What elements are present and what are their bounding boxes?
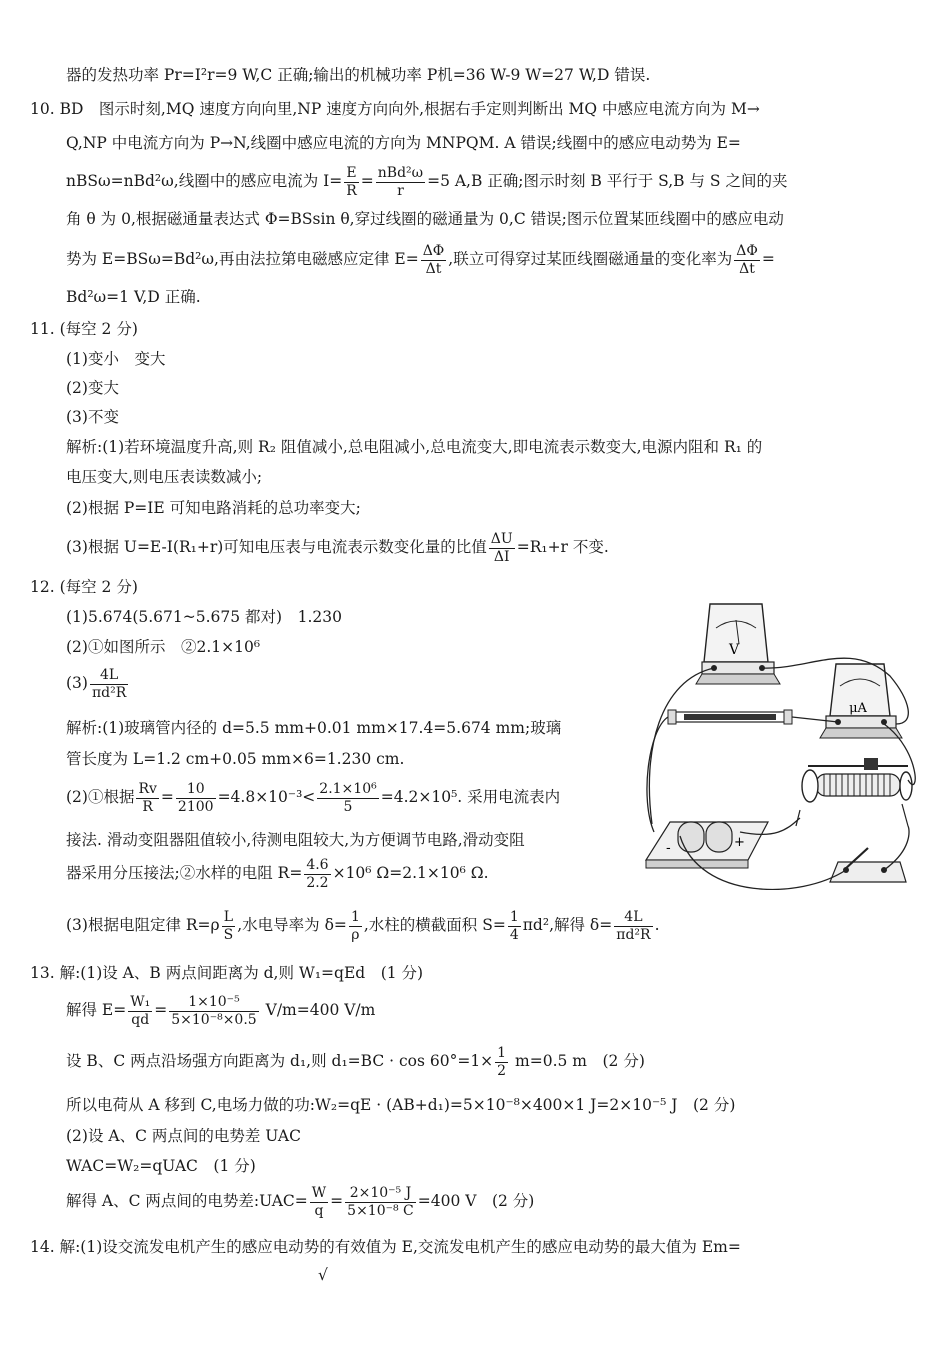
fraction: $\frac{L}{S}$ (223, 909, 234, 943)
battery-minus: - (666, 841, 671, 856)
fraction: $\frac{4L}{\text{πd²R}}$ (616, 909, 651, 943)
fraction: $\frac{\text{1×10⁻⁵}}{\text{5×10⁻⁸×0.5}}$ (171, 994, 257, 1028)
analysis-line: 接法. 滑动变阻器阻值较小,待测电阻较大,为方便调节电路,滑动变阻 (66, 831, 525, 849)
analysis-line: 解析:(1)玻璃管内径的 d=5.5 mm+0.01 mm×17.4=5.674 mm;玻璃 (66, 719, 562, 737)
fraction: $\frac{Rv}{R}$ (138, 781, 157, 815)
answer-line: (1)5.674(5.671~5.675 都对) 1.230 (66, 608, 342, 626)
solution-line: WAC=W₂=qUAC (1 分) (66, 1157, 256, 1175)
fraction: $\frac{10}{2100}$ (177, 781, 214, 815)
analysis-line: (3)根据电阻定律 R=ρ $\frac{L}{S}$ ,水电导率为 δ= $\frac{1}{\rho}$ ,水柱的横截面积 S= $\frac{1}{4}$ πd²,解得 δ= $\frac{4L}{\text{πd²R}}$ . (66, 909, 660, 943)
solution-line: 设 B、C 两点沿场强方向距离为 d₁,则 d₁=BC · cos 60°=1× $\frac{1}{2}$ m=0.5 m (2 分) (66, 1045, 645, 1079)
text-line: Bd²ω=1 V,D 正确. (66, 288, 201, 306)
analysis-line: 管长度为 L=1.2 cm+0.05 mm×6=1.230 cm. (66, 750, 405, 768)
fraction: $\frac{4.6}{2.2}$ (306, 857, 329, 891)
text-line: Q,NP 中电流方向为 P→N,线圈中感应电流的方向为 MNPQM. A 错误;线圈中的感应电动势为 E= (66, 134, 741, 152)
fraction: $\frac{\Delta U}{\Delta I}$ (490, 531, 513, 565)
fraction: $\frac{\Delta\Phi}{\Delta t}$ (736, 243, 758, 277)
rheostat (796, 758, 912, 826)
question-11-header: 11. (每空 2 分) (30, 320, 138, 338)
fraction: $\frac{1}{2}$ (497, 1045, 507, 1079)
fraction: $\frac{\text{2.1×10⁶}}{5}$ (319, 781, 377, 815)
solution-line: (2)设 A、C 两点间的电势差 UAC (66, 1127, 301, 1145)
analysis-line: 器采用分压接法;②水样的电阻 R= $\frac{4.6}{2.2}$ ×10⁶ Ω=2.1×10⁶ Ω. (66, 857, 489, 891)
circuit-diagram (640, 600, 920, 890)
fraction: $\frac{W}{q}$ (311, 1185, 327, 1219)
microammeter-label: μA (849, 701, 867, 716)
solution-line: 所以电荷从 A 移到 C,电场力做的功:W₂=qE · (AB+d₁)=5×10⁻⁸×400×1 J=2×10⁻⁵ J (2 分) (66, 1096, 736, 1114)
text-line: 角 θ 为 0,根据磁通量表达式 Φ=BSsin θ,穿过线圈的磁通量为 0,C 错误;图示位置某匝线圈中的感应电动 (66, 210, 784, 228)
text-line: 势为 E=BSω=Bd²ω,再由法拉第电磁感应定律 E= $\frac{\Delta\Phi}{\Delta t}$ ,联立可得穿过某匝线圈磁通量的变化率为 $\frac{\Delta\Phi}{\Delta t}$ = (66, 243, 775, 277)
question-12-header: 12. (每空 2 分) (30, 578, 138, 596)
fraction: $\frac{E}{R}$ (346, 165, 357, 199)
analysis-line: 电压变大,则电压表读数减小; (66, 468, 263, 486)
battery-plus: + (734, 835, 745, 850)
analysis-line: (2)①根据 $\frac{Rv}{R}$ = $\frac{10}{2100}$ =4.8×10⁻³< $\frac{\text{2.1×10⁶}}{5}$ =4.2×10⁵. 采用电流表内 (66, 781, 561, 815)
solution-line: 解得 E= $\frac{\text{W₁}}{qd}$ = $\frac{\text{1×10⁻⁵}}{\text{5×10⁻⁸×0.5}}$ V/m=400 V/m (66, 994, 376, 1028)
fraction: $\frac{\text{W₁}}{qd}$ (130, 994, 151, 1028)
answer-line: (2)①如图所示 ②2.1×10⁶ (66, 638, 261, 656)
answer-line: (3) $\frac{4L}{\text{πd²R}}$ (66, 667, 127, 701)
question-14-line: 14. 解:(1)设交流发电机产生的感应电动势的有效值为 E,交流发电机产生的感应电动势的最大值为 Em= (30, 1238, 741, 1256)
fraction: $\frac{\Delta\Phi}{\Delta t}$ (422, 243, 445, 277)
text-line: nBSω=nBd²ω,线圈中的感应电流为 I= $\frac{E}{R}$ = $\frac{\text{nBd²ω}}{r}$ =5 A,B 正确;图示时刻 B 平行于 S,B 与 S 之间的夹 (66, 165, 788, 199)
fraction: $\frac{\text{2×10⁻⁵ J}}{\text{5×10⁻⁸ C}}$ (347, 1185, 414, 1219)
fraction: $\frac{1}{\rho}$ (350, 909, 360, 943)
question-13-line: 13. 解:(1)设 A、B 两点间距离为 d,则 W₁=qEd (1 分) (30, 964, 424, 982)
analysis-line: (2)根据 P=IE 可知电路消耗的总功率变大; (66, 499, 361, 517)
answer-line: (1)变小 变大 (66, 350, 166, 368)
fraction: $\frac{1}{4}$ (509, 909, 519, 943)
fraction: $\frac{\text{nBd²ω}}{r}$ (377, 165, 424, 199)
battery-box (646, 822, 768, 868)
glass-tube (668, 710, 792, 724)
voltmeter-label: V (728, 642, 740, 658)
fraction: $\frac{4L}{\text{πd²R}}$ (91, 667, 127, 701)
solution-line: 解得 A、C 两点间的电势差:UAC= $\frac{W}{q}$ = $\frac{\text{2×10⁻⁵ J}}{\text{5×10⁻⁸ C}}$ =400 V (2 分) (66, 1185, 535, 1219)
question-10-line: 10. BD 图示时刻,MQ 速度方向向里,NP 速度方向向外,根据右手定则判断出 MQ 中感应电流方向为 M→ (30, 100, 760, 118)
voltmeter (696, 604, 780, 684)
sqrt-sign: √ (318, 1266, 328, 1284)
analysis-line: 解析:(1)若环境温度升高,则 R₂ 阻值减小,总电阻减小,总电流变大,即电流表示数变大,电源内阻和 R₁ 的 (66, 438, 763, 456)
text-line: 器的发热功率 Pr=I²r=9 W,C 正确;输出的机械功率 P机=36 W-9 W=27 W,D 错误. (66, 66, 651, 84)
answer-line: (3)不变 (66, 408, 119, 426)
answer-line: (2)变大 (66, 379, 119, 397)
analysis-line: (3)根据 U=E-I(R₁+r)可知电压表与电流表示数变化量的比值 $\frac{\Delta U}{\Delta I}$ =R₁+r 不变. (66, 531, 609, 565)
switch (830, 848, 906, 882)
